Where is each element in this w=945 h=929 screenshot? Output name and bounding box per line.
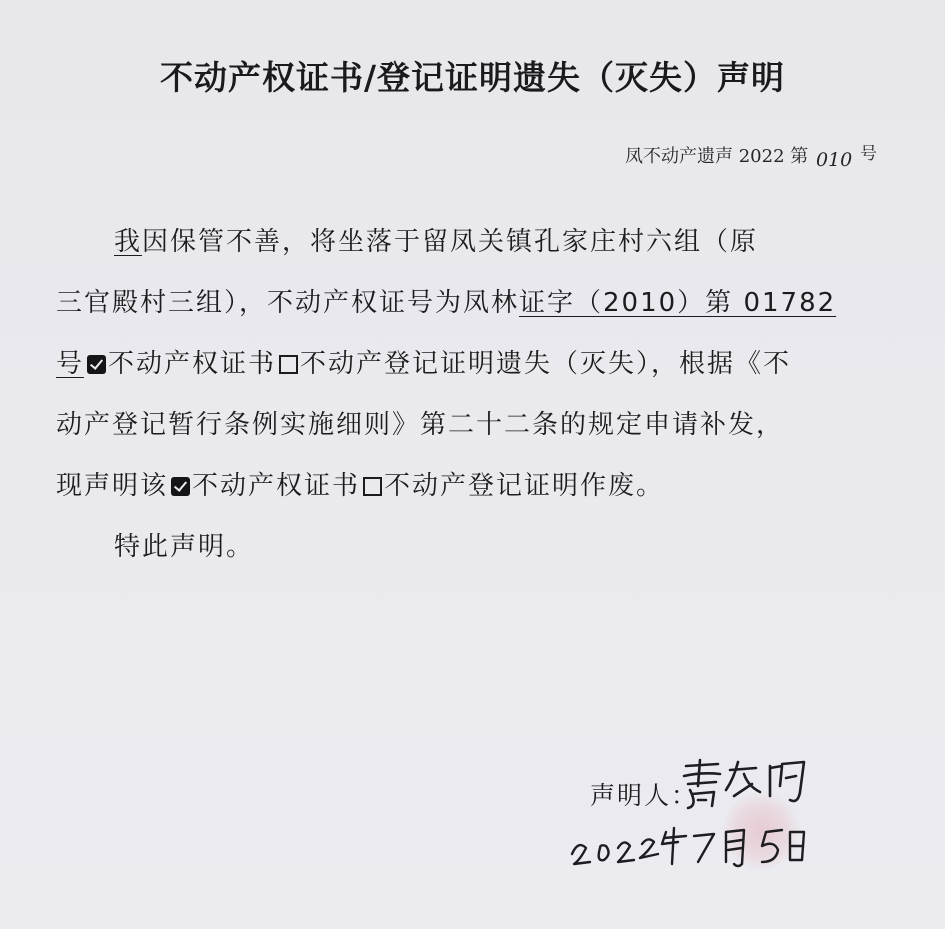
handwritten-date <box>566 818 806 874</box>
body-text-5b: 不动产登记证明作废。 <box>384 471 665 501</box>
checked-checkbox-icon[interactable] <box>171 477 190 496</box>
body-line-6 <box>56 517 896 578</box>
unchecked-checkbox-icon[interactable] <box>279 355 298 374</box>
doc-number-handwritten: 010 <box>816 149 853 171</box>
body-line-1 <box>56 212 896 273</box>
doc-number-suffix: 号 <box>860 144 877 164</box>
body-line-4: 动产登记暂行条例实施细则》第二十二条的规定申请补发， <box>56 410 785 440</box>
option-certificate-label: 不动产权证书 <box>108 349 277 379</box>
body-text-5a: 现声明该 <box>56 471 169 501</box>
unchecked-checkbox-icon[interactable] <box>363 477 382 496</box>
body-text-3a: 号 <box>56 349 85 379</box>
checked-checkbox-icon[interactable] <box>87 355 106 374</box>
body-line-5 <box>56 456 896 517</box>
body-line-2 <box>56 273 896 334</box>
option-certificate-label: 不动产权证书 <box>192 471 361 501</box>
closing-statement: 特此声明。 <box>114 532 255 562</box>
body-text-3b: 不动产登记证明遗失（灭失），根据《不 <box>300 349 792 379</box>
body-line-3 <box>56 334 896 395</box>
declarant-label: 声明人： <box>590 781 699 810</box>
document-title: 不动产权证书/登记证明遗失（灭失）声明 <box>159 58 786 97</box>
certificate-number: 证字（2010）第 01782 <box>519 288 837 318</box>
document-number <box>625 142 877 171</box>
handwritten-signature <box>678 756 818 816</box>
declaration-body <box>56 212 896 578</box>
body-text-1: 因保管不善，将坐落于留凤关镇孔家庄村六组（原 <box>142 227 759 257</box>
declarant-underlined: 我 <box>114 227 143 257</box>
body-text-2a: 三官殿村三组），不动产权证号为凤林 <box>56 288 520 318</box>
doc-number-prefix: 凤不动产遗声 2022 第 <box>625 146 809 167</box>
